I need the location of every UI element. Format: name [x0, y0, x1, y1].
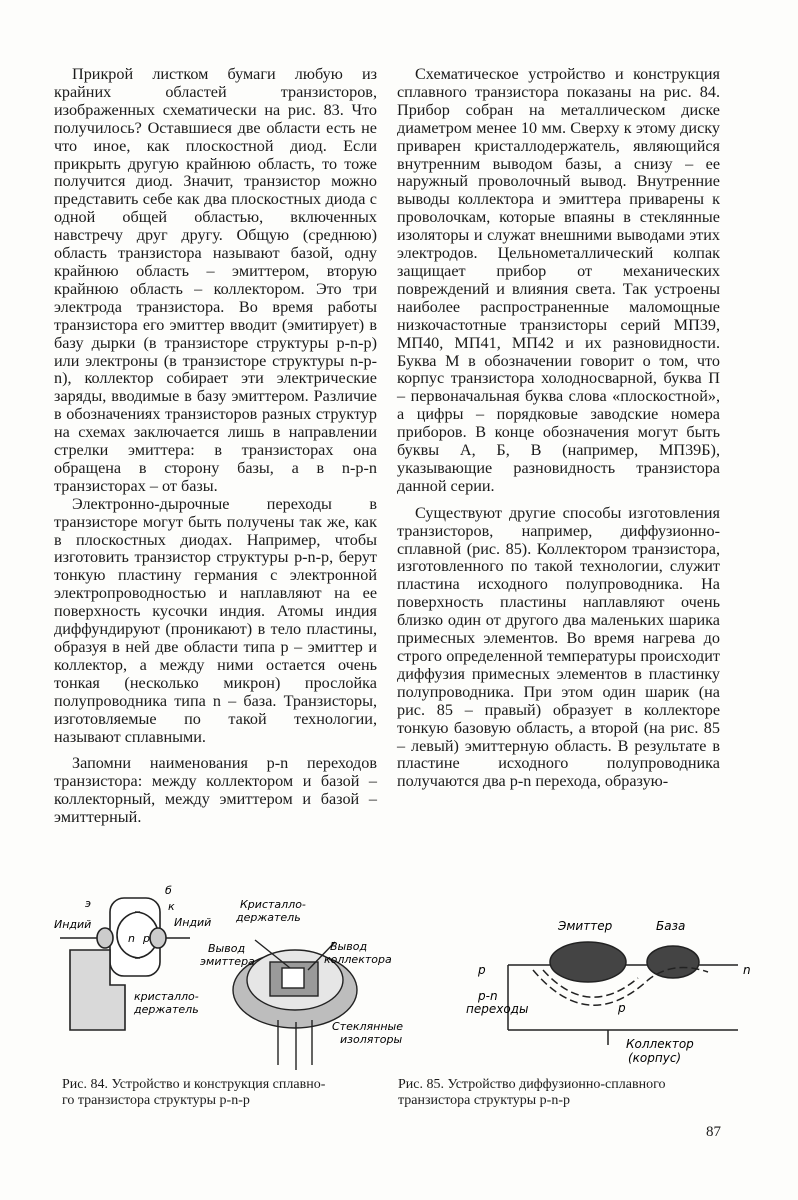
label-n: n [128, 932, 135, 945]
paragraph: Электронно-дырочные переходы в транзисторе могут быть получены так же, как в плоскостных диодах. Например, чтобы изготовить транзистор структуры p-n-p, берут тонкую пластину германия с электронной электропроводностью и наплавляют на ее поверхность кусочки индия. Атомы индия диффундируют (проникают) в тело пластины, образуя в ней две области типа p – эмиттер и коллектор, а между ними остается очень тонкая (несколько микрон) прослойка полупроводника типа n – база. Транзисторы, изготовляемые по такой технологии, называют сплавными. [54, 494, 377, 746]
fig84-caption-line: Рис. 84. Устройство и конструкция сплавно- [62, 1077, 326, 1092]
fig84-caption [62, 1077, 392, 1109]
label-collector-1: Коллектор [626, 1037, 694, 1051]
label-p-left: p [478, 963, 486, 977]
label-crystal-holder-top-2: держатель [236, 911, 301, 924]
label-indium-right: Индий [174, 916, 212, 929]
paragraph: Запомни наименования p-n переходов транзистора: между коллектором и базой – коллекторный, между эмиттером и базой – эмиттерный. [54, 754, 377, 827]
label-pn-1: p-n [478, 989, 498, 1003]
label-base: База [656, 919, 686, 933]
label-collector-lead-2: коллектора [324, 953, 392, 966]
paragraph: Прикрой листком бумаги любую из крайних областей транзисторов, изображенных схематически на рис. 83. Что получилось? Оставшиеся две области есть не что иное, как плоскостной диод. Если прикрыть другую крайнюю область, то тоже получится диод. Значит, транзистор можно представить себе как два плоскостных диода с одной общей областью, включенных навстречу друг другу. Общую (среднюю) область транзистора называют базой, одну крайнюю область – эмиттером, вторую крайнюю область – коллектором. Это три электрода транзистора. Во время работы транзистора его эмиттер вводит (эмитирует) в базу дырки (в транзисторе структуры p-n-p) или электроны (в транзисторе структуры n-p-n), коллектор собирает эти электрические заряды, вводимые в базу эмиттером. Различие в обозначениях транзисторов разных структур на схемах заключается лишь в направлении стрелки эмиттера: в транзисторах она обращена в сторону базы, а в n-p-n транзисторах – от базы. [54, 65, 377, 495]
label-b: б [165, 884, 172, 897]
fig85-caption-line: транзистора структуры p-n-p [398, 1093, 570, 1108]
label-n-right: n [743, 963, 751, 977]
paragraph: Существуют другие способы изготовления транзисторов, например, диффузионно-сплавной (рис. 85). Коллектором транзистора, изготовленного по такой технологии, служит пластина исходного полупроводника. На поверхность пластины наплавляют очень близко один от другого два маленьких шарика примесных элементов. Во время нагрева до строго определенной температуры происходит диффузия примесных элементов в пластинку полупроводника. При этом один шарик (на рис. 85 – правый) образует в коллекторе тонкую базовую область, а второй (на рис. 85 – левый) эмиттерную область. В результате в пластине исходного полупроводника получаются два p-n перехода, образую- [397, 503, 720, 791]
label-pn-2: переходы [466, 1002, 529, 1016]
label-e: э [85, 897, 92, 910]
figure-84 [50, 880, 405, 1075]
label-crystal-holder-2: держатель [134, 1003, 199, 1016]
page-number: 87 [706, 1124, 721, 1140]
label-p-bottom: p [618, 1001, 626, 1015]
label-k: к [168, 900, 175, 913]
paragraph: Схематическое устройство и конструкция сплавного транзистора показаны на рис. 84. Прибор собран на металлическом диске диаметром менее 10 мм. Сверху к этому диску приварен кристаллодержатель, являющийся внутренним выводом базы, а снизу – ее наружный проволочный вывод. Внутренние выводы коллектора и эмиттера приварены к проволочкам, которые впаяны в стеклянные изоляторы и служат внешними выводами этих электродов. Цельнометаллический колпак защищает прибор от механических повреждений и влияния света. Так устроены наиболее распространенные маломощные низкочастотные транзисторы серий МП39, МП40, МП41, МП42 и их разновидности. Буква М в обозначении говорит о том, что корпус транзистора холодносварной, буква П – первоначальная буква слова «плоскостной», а цифры – порядковые заводские номера приборов. В конце обозначения могут быть буквы А, Б, В (например, МП39Б), указывающие разновидность транзистора данной серии. [397, 65, 720, 495]
fig84-caption-line: го транзистора структуры p-n-p [62, 1093, 250, 1108]
label-emitter: Эмиттер [558, 919, 613, 933]
left-column [54, 66, 377, 827]
fig85-caption [398, 1077, 758, 1109]
right-column [397, 66, 720, 791]
label-indium-left: Индий [54, 918, 92, 931]
label-crystal-holder-top-1: Кристалло- [240, 898, 306, 911]
label-collector-lead-1: Вывод [330, 940, 368, 953]
label-glass-2: изоляторы [340, 1033, 403, 1046]
label-emitter-lead-1: Вывод [208, 942, 246, 955]
label-p: p [143, 932, 150, 945]
figure-85 [438, 910, 758, 1070]
label-collector-2: (корпус) [628, 1051, 682, 1065]
label-emitter-lead-2: эмиттера [200, 955, 255, 968]
fig85-caption-line: Рис. 85. Устройство диффузионно-сплавного [398, 1077, 666, 1092]
label-crystal-holder-1: кристалло- [134, 990, 199, 1003]
label-glass-1: Стеклянные [332, 1020, 403, 1033]
fig85-diagram [508, 942, 738, 1045]
